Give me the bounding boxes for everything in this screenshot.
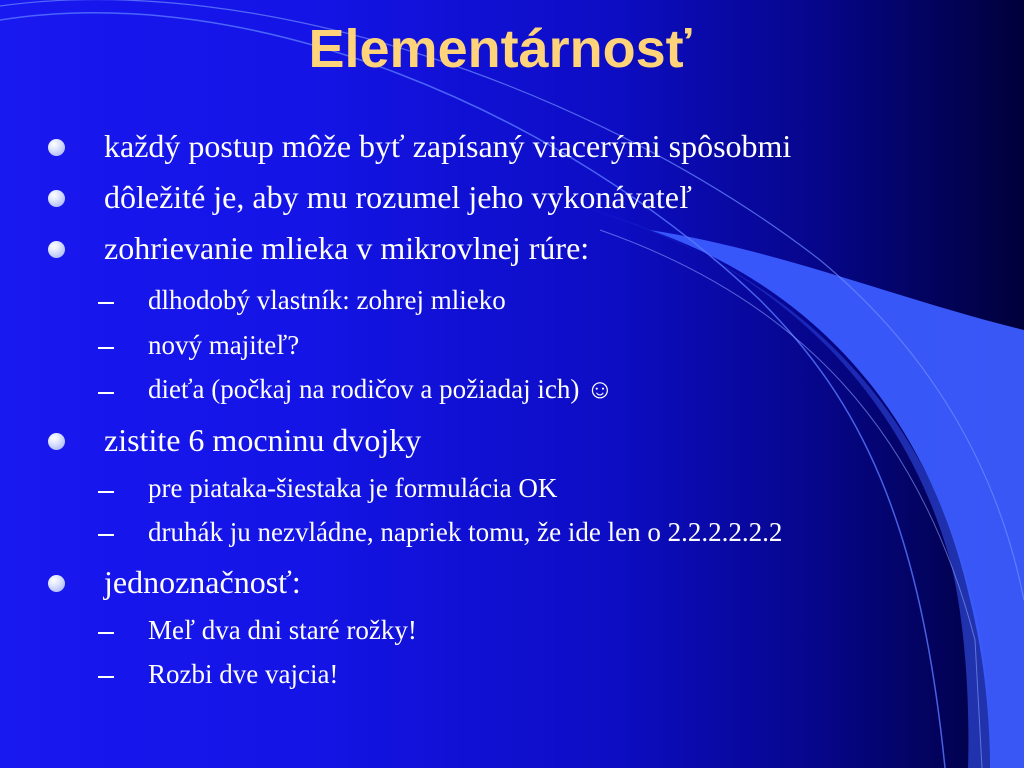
list-subitem: dlhodobý vlastník: zohrej mlieko [148, 285, 506, 315]
dash-marker [98, 392, 114, 394]
dash-marker [98, 491, 114, 493]
list-item: zistite 6 mocninu dvojky [104, 422, 422, 458]
list-subitem: Meľ dva dni staré rožky! [148, 615, 417, 645]
list-item: jednoznačnosť: [104, 564, 301, 600]
list-subitem: dieťa (počkaj na rodičov a požiadaj ich) ☺ [148, 374, 614, 404]
list-item: zohrievanie mlieka v mikrovlnej rúre: [104, 230, 590, 266]
dash-marker [98, 534, 114, 536]
list-subitem: druhák ju nezvládne, napriek tomu, že ide len o 2.2.2.2.2.2 [148, 517, 783, 547]
bullet-dot [48, 241, 65, 258]
bullet-dot [48, 190, 65, 207]
slide-title: Elementárnosť [308, 19, 692, 79]
bullet-dot [48, 575, 65, 592]
dash-marker [98, 676, 114, 678]
list-subitem: nový majiteľ? [148, 330, 300, 360]
list-subitem: Rozbi dve vajcia! [148, 659, 339, 689]
dash-marker [98, 302, 114, 304]
dash-marker [98, 632, 114, 634]
list-item: každý postup môže byť zapísaný viacerými spôsobmi [104, 128, 792, 164]
list-subitem: pre piataka-šiestaka je formulácia OK [148, 473, 558, 503]
dash-marker [98, 347, 114, 349]
bullet-dot [48, 139, 65, 156]
list-item: dôležité je, aby mu rozumel jeho vykonávateľ [104, 179, 692, 215]
bullet-dot [48, 433, 65, 450]
